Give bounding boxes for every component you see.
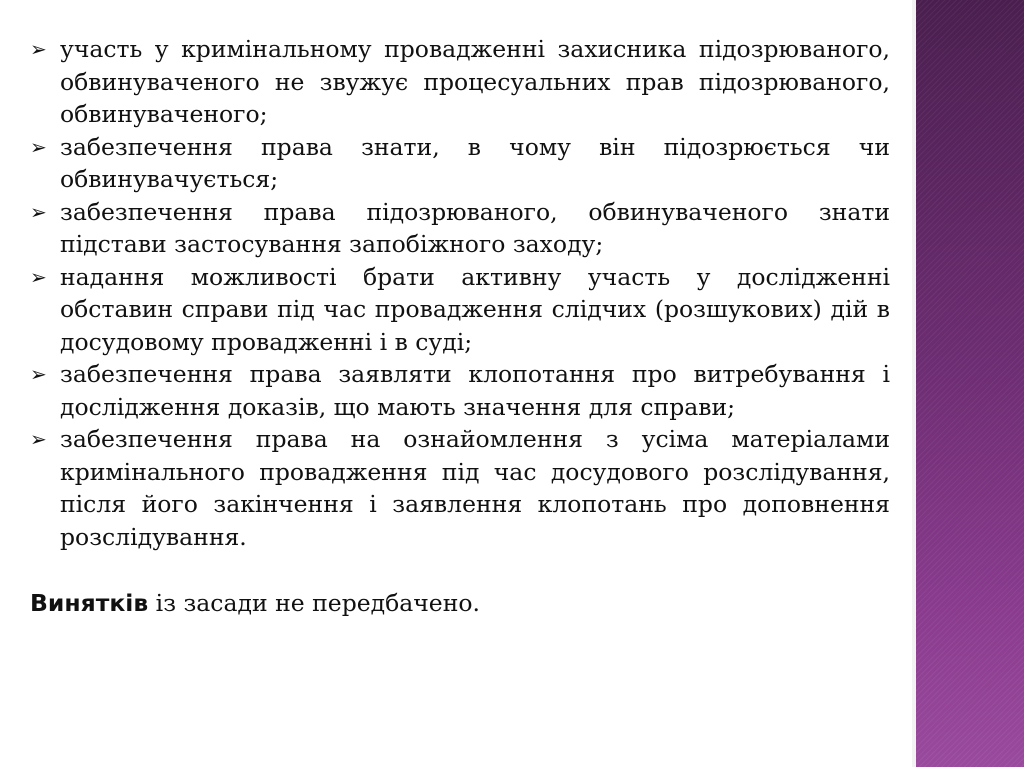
list-item bbox=[30, 196, 890, 261]
list-item-text: забезпечення права на ознайомлення з усіма матеріалами кримінального провадження під час досудового розслідування, після його закінчення і заявлення клопотань про доповнення розслідування. bbox=[60, 425, 890, 551]
list-item bbox=[30, 131, 890, 196]
closing-emphasis: Винятків bbox=[30, 589, 149, 617]
list-item bbox=[30, 358, 890, 423]
list-item-text: забезпечення права підозрюваного, обвинуваченого знати підстави застосування запобіжного заходу; bbox=[60, 197, 890, 258]
arrowhead-bullet-icon: ➢ bbox=[30, 264, 47, 289]
arrowhead-bullet-icon: ➢ bbox=[30, 134, 47, 159]
decorative-side-band bbox=[916, 0, 1024, 767]
list-item bbox=[30, 33, 890, 131]
list-item-text: участь у кримінальному провадженні захисника підозрюваного, обвинуваченого не звужує процесуальних прав підозрюваного, обвинуваченого; bbox=[60, 35, 890, 128]
arrowhead-bullet-icon: ➢ bbox=[30, 199, 47, 224]
list-item-text: забезпечення права знати, в чому він підозрюється чи обвинувачується; bbox=[60, 132, 890, 193]
list-item bbox=[30, 423, 890, 553]
slide-content bbox=[30, 33, 890, 643]
arrowhead-bullet-icon: ➢ bbox=[30, 37, 47, 61]
arrowhead-bullet-icon: ➢ bbox=[30, 362, 47, 386]
bullet-list bbox=[30, 33, 890, 553]
closing-statement bbox=[30, 587, 890, 620]
list-item-text: надання можливості брати активну участь у дослідженні обставин справи під час провадження слідчих (розшукових) дій в досудовому провадженні і в суді; bbox=[60, 262, 890, 356]
list-item bbox=[30, 261, 890, 359]
arrowhead-bullet-icon: ➢ bbox=[30, 427, 47, 451]
closing-text: із засади не передбачено. bbox=[148, 589, 480, 617]
list-item-text: забезпечення права заявляти клопотання про витребування і дослідження доказів, що мають значення для справи; bbox=[60, 360, 890, 421]
